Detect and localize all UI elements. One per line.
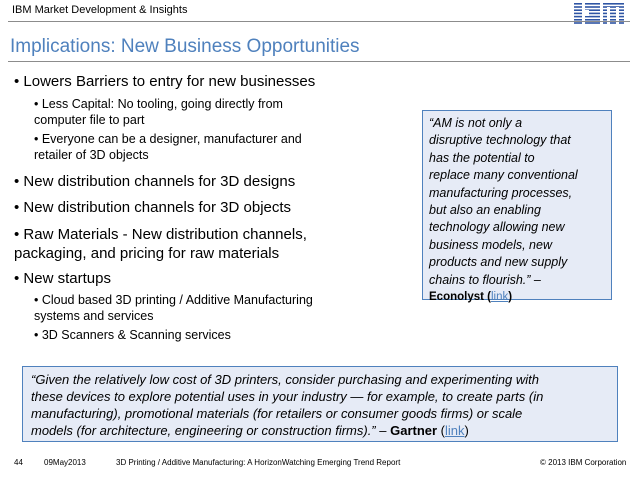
callout-open-paren: (: [483, 291, 491, 304]
bottom-quote-link[interactable]: link: [445, 423, 465, 438]
page-title: Implications: New Business Opportunities: [10, 36, 360, 57]
bottom-quote-line: these devices to explore potential uses in your industry — for example, to create parts (in: [31, 389, 544, 404]
callout-source-name: Econolyst: [429, 291, 484, 304]
bullet-4-line1: • Raw Materials - New distribution channels,: [14, 226, 307, 243]
bullet-4-line2: packaging, and pricing for raw materials: [14, 245, 280, 262]
header-rule: [8, 21, 630, 22]
bullet-2: • New distribution channels for 3D designs: [14, 173, 296, 190]
bottom-open-paren: (: [437, 423, 446, 438]
callout-close-paren: ): [508, 291, 513, 304]
footer-copyright: © 2013 IBM Corporation: [540, 458, 627, 467]
header-text: IBM Market Development & Insights: [12, 4, 188, 16]
ibm-logo-text: IBM: [574, 2, 576, 3]
bullet-3: • New distribution channels for 3D objects: [14, 199, 292, 216]
sub-bullet-5-2: • 3D Scanners & Scanning services: [34, 328, 231, 342]
bottom-quote-line: manufacturing), promotional materials (for retailers or consumer goods firms) or scale: [31, 406, 523, 421]
callout-line: products and new supply: [429, 255, 568, 270]
bullet-4: [14, 225, 307, 263]
bottom-quote-line: “Given the relatively low cost of 3D printers, consider purchasing and experimenting with: [31, 372, 539, 387]
sub-bullet-1-2-line1: • Everyone can be a designer, manufacturer and: [34, 132, 302, 146]
bottom-quote-last-text: models (for architecture, engineering or construction firms).” –: [31, 423, 387, 438]
sub-bullet-1-1-line2: computer file to part: [34, 113, 145, 127]
title-rule: [8, 61, 630, 62]
footer-report-title: 3D Printing / Additive Manufacturing: A HorizonWatching Emerging Trend Report: [116, 458, 401, 467]
sub-bullet-1-2-line2: retailer of 3D objects: [34, 148, 149, 162]
bullet-5: • New startups: [14, 270, 111, 287]
callout-box: [422, 110, 612, 304]
bottom-quote-box: [22, 366, 618, 442]
callout-line: replace many conventional: [429, 168, 578, 183]
sub-bullet-5-1-line2: systems and services: [34, 309, 154, 323]
bottom-quote-last-line: [31, 422, 609, 439]
sub-bullet-1-2: [34, 131, 302, 163]
sub-bullet-5-1: [34, 292, 313, 324]
callout-quote: [429, 115, 605, 289]
sub-bullet-1-1: [34, 96, 283, 128]
bullet-1: • Lowers Barriers to entry for new businesses: [14, 73, 316, 90]
callout-line: but also an enabling: [429, 203, 541, 218]
bottom-quote-source: Gartner: [386, 423, 438, 438]
callout-line: chains to flourish.” –: [429, 272, 541, 287]
sub-bullet-5-1-line1: • Cloud based 3D printing / Additive Manufacturing: [34, 293, 313, 307]
callout-line: technology allowing new: [429, 220, 565, 235]
callout-line: business models, new: [429, 237, 552, 252]
footer-page-number: 44: [14, 458, 23, 467]
sub-bullet-1-1-line1: • Less Capital: No tooling, going directly from: [34, 97, 283, 111]
bottom-close-paren: ): [464, 423, 469, 438]
footer-date: 09May2013: [44, 458, 86, 467]
callout-line: manufacturing processes,: [429, 185, 573, 200]
callout-line: has the potential to: [429, 150, 535, 165]
callout-source: [429, 289, 605, 305]
callout-link[interactable]: link: [491, 291, 509, 304]
callout-line: disruptive technology that: [429, 133, 571, 148]
callout-line: “AM is not only a: [429, 116, 523, 130]
